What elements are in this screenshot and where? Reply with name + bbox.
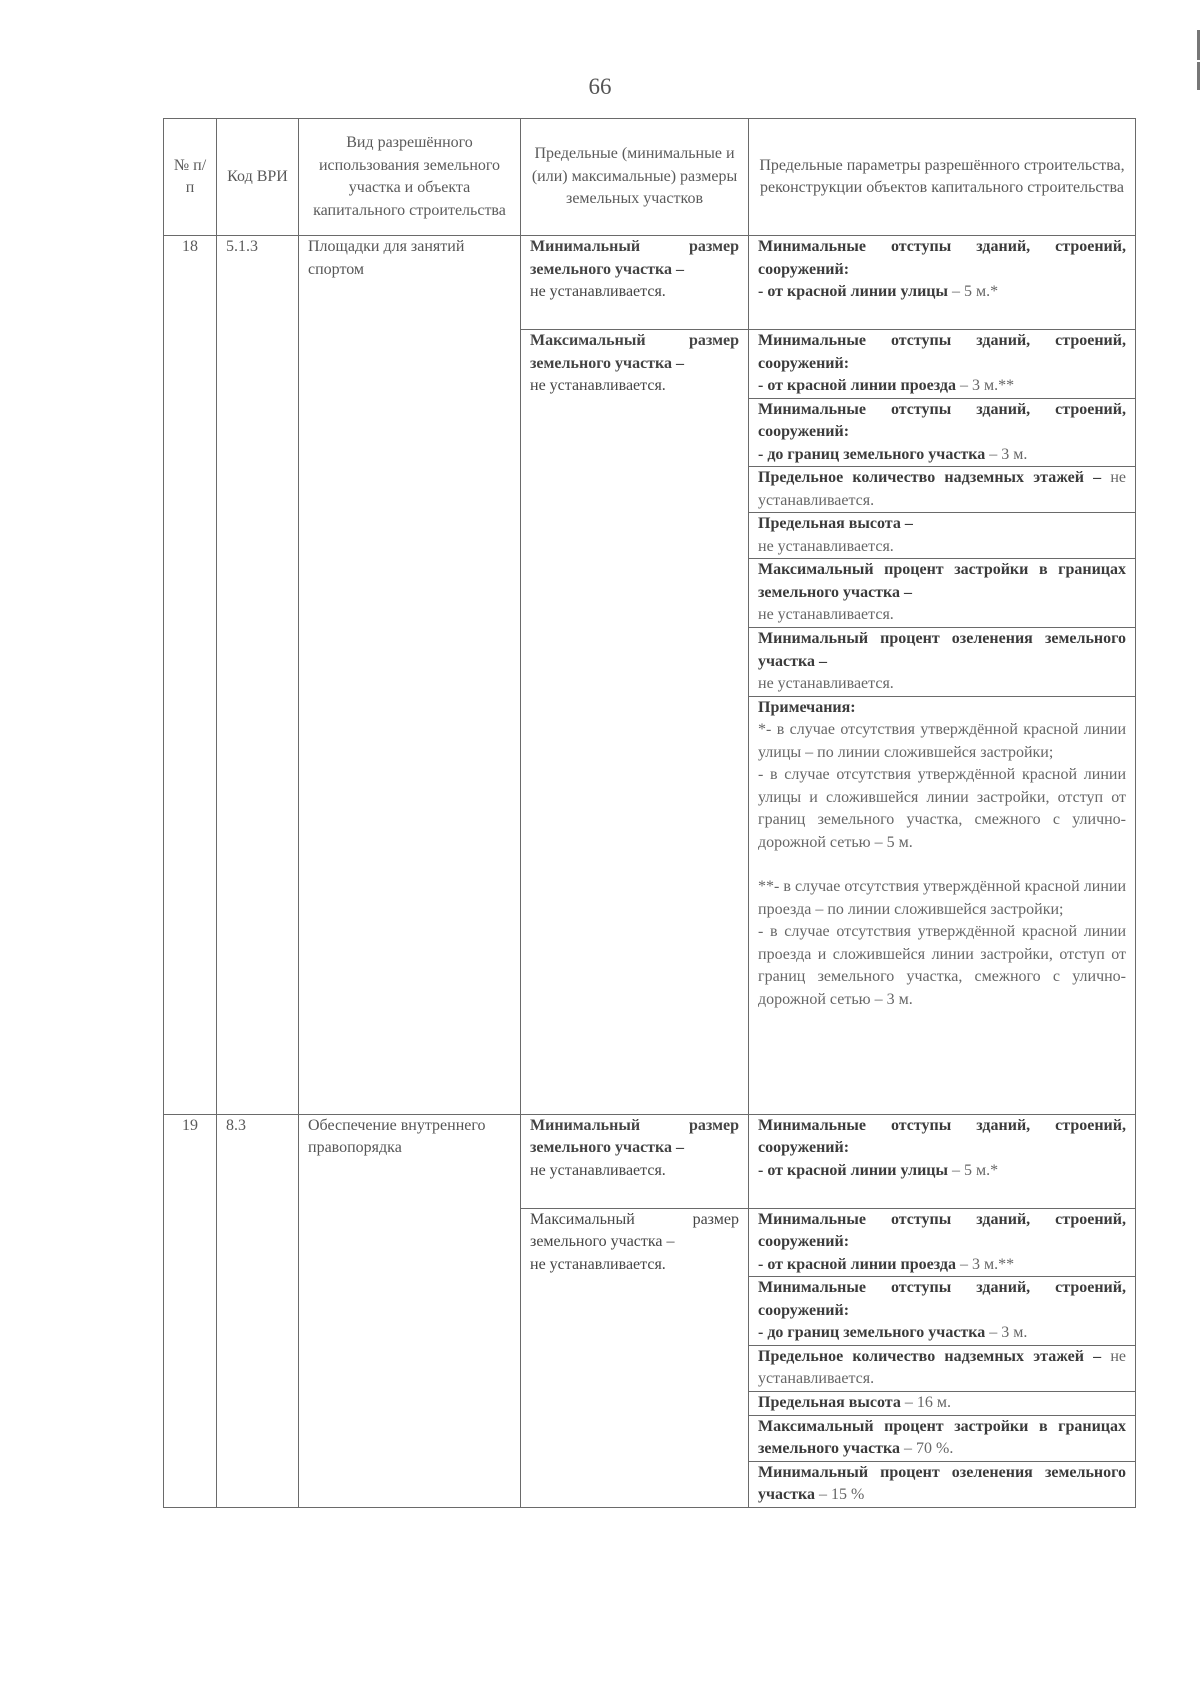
min-size-value: не устанавливается.: [530, 1161, 666, 1179]
param-label: Минимальные отступы зданий, строений, сооружений:: [758, 1210, 1126, 1250]
param-label: Предельное количество надземных этажей –: [758, 469, 1102, 486]
min-size-label: Минимальный размер земельного участка –: [530, 1116, 739, 1156]
param-label: Минимальные отступы зданий, строений, сооружений:: [758, 332, 1126, 372]
max-size-cell: [521, 1208, 749, 1507]
param-value: – 3 м.: [985, 445, 1028, 463]
param-label: Предельное количество надземных этажей –: [758, 1347, 1102, 1365]
header-use: Вид разрешённого использования земельного участка и объекта капитального строительства: [299, 119, 521, 236]
note-line: - в случае отсутствия утверждённой красной линии улицы и сложившейся линии застройки, отступ от границ земельного участка, смежного с улично-дорожной сетью – 5 м.: [758, 766, 1126, 851]
param-value-bold: - от красной линии проезда: [758, 377, 956, 394]
permitted-use: Обеспечение внутреннего правопорядка: [299, 1114, 521, 1507]
param-label: Максимальный процент застройки в границах земельного участка –: [758, 561, 1126, 601]
notes-title: Примечания:: [758, 698, 856, 716]
max-size-cell: [521, 330, 749, 1115]
table-row: [164, 236, 1136, 330]
param-label: Минимальные отступы зданий, строений, сооружений:: [758, 1279, 1126, 1319]
table-row: [164, 1114, 1136, 1208]
header-code: Код ВРИ: [217, 119, 299, 236]
param-cell: [749, 467, 1136, 513]
max-size-label: Максимальный размер земельного участка –: [530, 332, 739, 372]
row-number: 18: [164, 236, 217, 1115]
notes-cell: [749, 696, 1136, 1114]
regulations-table: [163, 118, 1136, 1508]
min-size-value: не устанавливается.: [530, 283, 666, 300]
param-value: – 3 м.**: [955, 1255, 1015, 1273]
page-number: 66: [588, 74, 612, 99]
header-params: Предельные параметры разрешённого строительства, реконструкции объектов капитального строительства: [749, 119, 1136, 236]
param-value-bold: - от красной линии улицы: [758, 283, 948, 300]
max-size-value: не устанавливается.: [530, 1255, 666, 1273]
param-value: – 15 %: [814, 1486, 865, 1503]
param-value: – 3 м.**: [955, 377, 1015, 394]
param-label: Минимальный процент озеленения земельного участка –: [758, 630, 1126, 670]
param-value: не устанавливается.: [758, 537, 894, 555]
param-value: – 70 %.: [900, 1440, 954, 1457]
param-value: – 5 м.*: [948, 283, 999, 300]
param-cell: [749, 559, 1136, 628]
min-size-cell: [521, 1114, 749, 1208]
param-cell: [749, 398, 1136, 467]
param-label: Минимальные отступы зданий, строений, сооружений:: [758, 400, 1126, 440]
param-value-bold: - до границ земельного участка: [758, 1324, 986, 1341]
param-cell: [749, 330, 1136, 399]
min-size-cell: [521, 236, 749, 330]
note-line: **- в случае отсутствия утверждённой красной линии проезда – по линии сложившейся застройки;: [758, 878, 1126, 918]
param-label: Минимальный процент озеленения земельного участка: [758, 1463, 1126, 1503]
param-label: Минимальные отступы зданий, строений, сооружений:: [758, 1116, 1126, 1156]
param-cell: [749, 1277, 1136, 1346]
header-sizes: Предельные (минимальные и (или) максимальные) размеры земельных участков: [521, 119, 749, 236]
param-value-bold: - от красной линии проезда: [758, 1255, 956, 1273]
param-value-bold: - от красной линии улицы: [758, 1161, 948, 1179]
max-size-value: не устанавливается.: [530, 377, 666, 394]
param-label: Предельная высота: [758, 1393, 901, 1411]
table-header-row: [164, 119, 1136, 236]
note-line: *- в случае отсутствия утверждённой красной линии улицы – по линии сложившейся застройки;: [758, 721, 1126, 761]
param-cell: [749, 1208, 1136, 1277]
permitted-use: Площадки для занятий спортом: [299, 236, 521, 1115]
vri-code: 8.3: [217, 1114, 299, 1507]
param-cell: [749, 236, 1136, 330]
param-value: – 5 м.*: [948, 1161, 999, 1179]
param-cell: [749, 1415, 1136, 1461]
param-value-bold: - до границ земельного участка: [758, 445, 986, 463]
max-size-label: Максимальный размер земельного участка –: [530, 1210, 739, 1250]
min-size-label: Минимальный размер земельного участка –: [530, 238, 739, 278]
param-cell: [749, 628, 1136, 697]
param-value: не устанавливается.: [758, 469, 1126, 509]
param-label: Минимальные отступы зданий, строений, сооружений:: [758, 238, 1126, 278]
param-value: не устанавливается.: [758, 606, 894, 623]
param-label: Максимальный процент застройки в границах земельного участка: [758, 1417, 1126, 1457]
param-label: Предельная высота –: [758, 515, 913, 532]
param-cell: [749, 1461, 1136, 1507]
header-num: № п/п: [164, 119, 217, 236]
param-cell: [749, 1345, 1136, 1391]
vri-code: 5.1.3: [217, 236, 299, 1115]
row-number: 19: [164, 1114, 217, 1507]
param-cell: [749, 513, 1136, 559]
param-value: – 16 м.: [900, 1393, 951, 1411]
param-value: не устанавливается.: [758, 675, 894, 692]
param-cell: [749, 1114, 1136, 1208]
note-line: - в случае отсутствия утверждённой красной линии проезда и сложившейся линии застройки, отступ от границ земельного участка, смежного с улично-дорожной сетью – 3 м.: [758, 923, 1126, 1008]
param-value: не устанавливается.: [758, 1347, 1126, 1387]
param-value: – 3 м.: [985, 1324, 1028, 1341]
param-cell: [749, 1391, 1136, 1415]
